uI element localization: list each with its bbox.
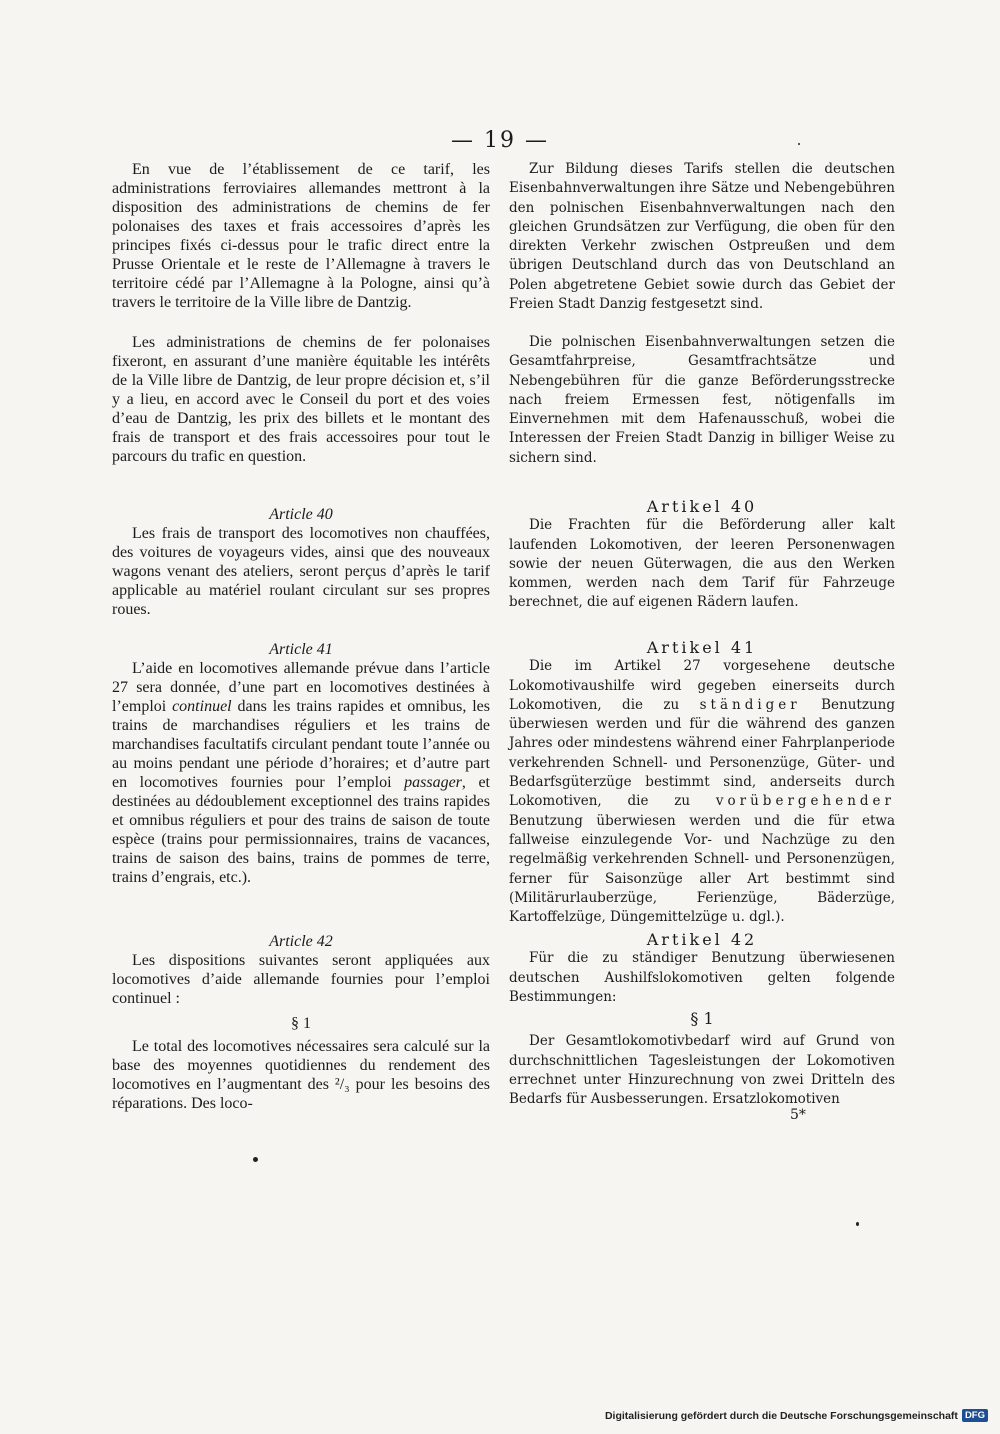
german-article-40-title: Artikel 40 bbox=[646, 497, 758, 516]
french-article-41-part-b: dans les trains rapides et omnibus, les trains de marchandises réguliers et les trains de marchandises facultatifs circulant pendant toute l’année ou au moins pendant une période d’horaires; et d’autre part en locomotives fournies pour l’emploi bbox=[112, 698, 490, 791]
german-paragraph-2 bbox=[509, 333, 895, 468]
page-number: — 19 — bbox=[451, 128, 549, 153]
french-article-40-text: Les frais de transport des locomotives non chauffées, des voitures de voyageurs vides, ainsi que des nouveaux wagons venant des ateliers, seront perçus d’après le tarif applicable au matériel roulant circulant sur ses propres roues. bbox=[112, 525, 490, 618]
french-article-40-title: Article 40 bbox=[269, 506, 333, 523]
french-article-41-emphasis-1: continuel bbox=[172, 698, 232, 715]
french-paragraph-1 bbox=[112, 160, 490, 312]
german-article-41-text bbox=[509, 657, 895, 927]
french-paragraph-2 bbox=[112, 333, 490, 466]
signature-mark: 5* bbox=[790, 1107, 806, 1123]
french-article-41 bbox=[112, 640, 490, 887]
german-article-42-title: Artikel 42 bbox=[646, 930, 758, 949]
german-paragraph-1-text: Zur Bildung dieses Tarifs stellen die deutschen Eisenbahnverwaltungen ihre Sätze und Nebengebühren den polnischen Eisenbahnverwaltungen nach den gleichen Grundsätzen zur Verfügung, die oben für den direkten Verkehr zwischen Ostpreußen und dem übrigen Deutschland durch das von Deutschland an Polen abgetretene Gebiet sowie durch das Gebiet der Freien Stadt Danzig festgesetzt sind. bbox=[509, 161, 895, 313]
german-paragraph-1 bbox=[509, 160, 895, 314]
german-article-41-part-c: Benutzung überwiesen werden und die für etwa fallweise einzulegende Vor- und Nachzüge zu den regelmäßig verkehrenden Schnell- und Personenzügen, ferner für Saisonzüge aller Art bestimmt sind (Militärurlauberzüge, Ferienzüge, Bäderzüge, Kartoffelzüge, Düngemittelzüge u. dgl.). bbox=[509, 812, 895, 926]
german-article-41-emphasis-1: ständiger bbox=[699, 696, 801, 713]
french-article-41-part-c: , et destinées au dédoublement exceptionnel des trains rapides et omnibus réguliers et pour des trains de saison de toute espèce (trains pour permissionnaires, trains de vacances, trains de saison des bains, trains de pommes de terre, trains d’engrais, etc.). bbox=[112, 774, 491, 886]
scan-speck bbox=[856, 1222, 859, 1226]
french-article-40 bbox=[112, 505, 490, 619]
french-article-41-part-a: L’aide en locomotives allemande prévue dans l’article 27 sera donnée, d’une part en locomotives destinées à l’emploi bbox=[112, 660, 490, 715]
german-article-42-text: Für die zu ständiger Benutzung überwiesenen deutschen Aushilfslokomotiven gelten folgende Bestimmungen: bbox=[509, 950, 895, 1005]
french-article-42-text: Les dispositions suivantes seront appliquées aux locomotives d’aide allemande fournies pour l’emploi continuel : bbox=[112, 952, 490, 1007]
german-article-41-emphasis-2: vorübergehender bbox=[715, 793, 895, 810]
french-article-42-title: Article 42 bbox=[269, 933, 333, 950]
french-article-41-emphasis-2: passager bbox=[404, 774, 462, 791]
french-article-41-title: Article 41 bbox=[269, 641, 333, 658]
german-article-41-part-a: Die im Artikel 27 vorgesehene deutsche Lokomotivaushilfe wird gegeben einerseits durch Lokomotiven, die zu bbox=[509, 658, 895, 713]
french-paragraph-2-text: Les administrations de chemins de fer polonaises fixeront, en assurant d’une manière équitable les intérêts de la Ville libre de Dantzig, de leur propre décision et, s’il y a lieu, en accord avec le Conseil du port et des voies d’eau de Dantzig, les prix des billets et le montant des frais de transport et des frais accessoires pour tout le parcours du trafic en question. bbox=[112, 334, 490, 465]
german-section-1-text: Der Gesamtlokomotivbedarf wird auf Grund von durchschnittlichen Tagesleistungen der Lokomotiven errechnet unter Hinzurechnung von zwei Dritteln des Bedarfs für Ausbesserungen. Ersatzlokomotiven bbox=[509, 1033, 895, 1108]
dfg-logo: DFG bbox=[962, 1409, 988, 1422]
digitization-credit bbox=[605, 1409, 988, 1422]
scan-speck bbox=[253, 1157, 258, 1162]
digitization-credit-text: Digitalisierung gefördert durch die Deutsche Forschungsgemeinschaft bbox=[604, 1409, 958, 1422]
german-section-1-title: § 1 bbox=[690, 1009, 714, 1029]
scan-speck bbox=[798, 143, 800, 145]
german-article-40 bbox=[509, 497, 895, 613]
french-paragraph-1-text: En vue de l’établissement de ce tarif, les administrations ferroviaires allemandes mettront à la disposition des administrations de chemins de fer polonaises des taxes et frais accessoires d’après les principes fixés ci-dessus pour le trafic direct entre la Prusse Orientale et le reste de l’Allemagne à travers le territoire cédé par l’Allemagne à la Pologne, ainsi qu’à travers le territoire de la Ville libre de Dantzig. bbox=[112, 161, 490, 311]
german-article-41 bbox=[509, 638, 895, 927]
german-paragraph-2-text: Die polnischen Eisenbahnverwaltungen setzen die Gesamtfahrpreise, Gesamtfrachtsätze und Nebengebühren für die ganze Beförderungsstrecke nach freiem Ermessen fest, nötigenfalls im Einvernehmen mit dem Hafenausschuß, wobei die Interessen der Freien Stadt Danzig in billiger Weise zu sichern sind. bbox=[509, 334, 895, 466]
german-article-42 bbox=[509, 930, 895, 1110]
german-article-40-text: Die Frachten für die Beförderung aller kalt laufenden Lokomotiven, der leeren Personenwagen sowie der neuen Güterwagen, die aus den Werken kommen, werden nach dem Tarif für Fahrzeuge berechnet, die auf eigenen Rädern laufen. bbox=[509, 517, 895, 611]
french-section-1-title: § 1 bbox=[291, 1015, 311, 1032]
german-article-41-title: Artikel 41 bbox=[646, 638, 758, 657]
french-article-41-text bbox=[112, 659, 490, 887]
french-article-42 bbox=[112, 932, 490, 1113]
french-section-1-text: Le total des locomotives nécessaires sera calculé sur la base des moyennes quotidiennes du rendement des locomotives en l’augmentant des ²/₃ pour les besoins des réparations. Des loco- bbox=[112, 1038, 490, 1112]
german-article-41-part-b: Benutzung überwiesen werden und für die während des ganzen Jahres oder mindestens während einer Fahrplanperiode verkehrenden Schnell- und Personenzüge, Güter- und Bedarfsgüterzüge bestimmt sind, anderseits durch Lokomotiven, die zu bbox=[509, 696, 895, 810]
